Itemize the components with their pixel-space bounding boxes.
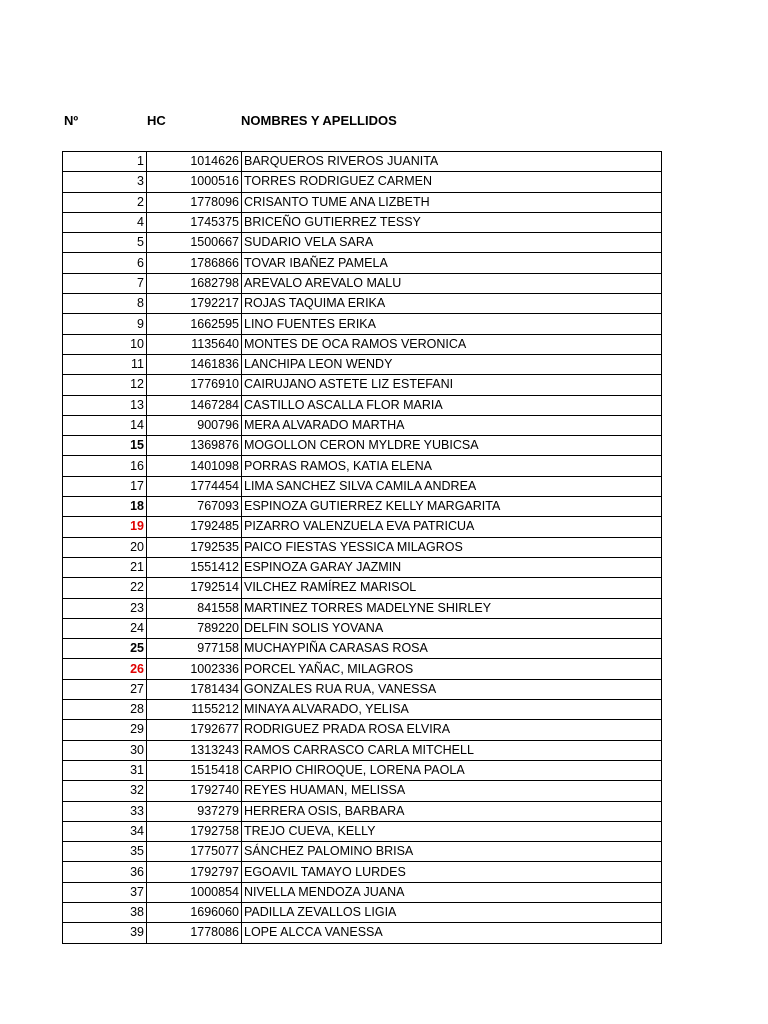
row-name-cell: LINO FUENTES ERIKA	[242, 314, 662, 334]
row-hc-cell: 1775077	[147, 842, 242, 862]
row-name-cell: TORRES RODRIGUEZ CARMEN	[242, 172, 662, 192]
row-number-cell: 12	[63, 375, 147, 395]
row-name-cell: AREVALO AREVALO MALU	[242, 273, 662, 293]
row-name-cell: PORRAS RAMOS, KATIA ELENA	[242, 456, 662, 476]
row-number-cell: 29	[63, 720, 147, 740]
row-number-cell: 9	[63, 314, 147, 334]
table-row	[63, 882, 662, 902]
table-row	[63, 720, 662, 740]
row-hc-cell: 1461836	[147, 354, 242, 374]
row-name-cell: PAICO FIESTAS YESSICA MILAGROS	[242, 537, 662, 557]
row-hc-cell: 1155212	[147, 700, 242, 720]
row-hc-cell: 1774454	[147, 476, 242, 496]
table-row	[63, 639, 662, 659]
row-hc-cell: 1135640	[147, 334, 242, 354]
row-number-cell: 35	[63, 842, 147, 862]
row-name-cell: MINAYA ALVARADO, YELISA	[242, 700, 662, 720]
row-name-cell: VILCHEZ RAMÍREZ MARISOL	[242, 578, 662, 598]
table-row	[63, 821, 662, 841]
row-name-cell: ROJAS TAQUIMA ERIKA	[242, 294, 662, 314]
row-name-cell: GONZALES RUA RUA, VANESSA	[242, 679, 662, 699]
row-hc-cell: 767093	[147, 497, 242, 517]
table-row	[63, 415, 662, 435]
row-number-cell: 24	[63, 618, 147, 638]
row-hc-cell: 1515418	[147, 760, 242, 780]
table-row	[63, 233, 662, 253]
table-row	[63, 294, 662, 314]
row-name-cell: TREJO CUEVA, KELLY	[242, 821, 662, 841]
table-row	[63, 842, 662, 862]
row-hc-cell: 937279	[147, 801, 242, 821]
row-number-cell: 36	[63, 862, 147, 882]
table-row	[63, 537, 662, 557]
row-name-cell: CARPIO CHIROQUE, LORENA PAOLA	[242, 760, 662, 780]
table-row	[63, 253, 662, 273]
row-name-cell: LIMA SANCHEZ SILVA CAMILA ANDREA	[242, 476, 662, 496]
patient-table-body	[63, 152, 662, 944]
row-hc-cell: 1778096	[147, 192, 242, 212]
row-hc-cell: 1662595	[147, 314, 242, 334]
row-name-cell: PADILLA ZEVALLOS LIGIA	[242, 902, 662, 922]
row-name-cell: SÁNCHEZ PALOMINO BRISA	[242, 842, 662, 862]
row-number-cell: 25	[63, 639, 147, 659]
row-hc-cell: 1792740	[147, 781, 242, 801]
row-hc-cell: 1696060	[147, 902, 242, 922]
row-hc-cell: 1000854	[147, 882, 242, 902]
row-number-cell: 30	[63, 740, 147, 760]
row-hc-cell: 1781434	[147, 679, 242, 699]
row-name-cell: ESPINOZA GUTIERREZ KELLY MARGARITA	[242, 497, 662, 517]
row-number-cell: 5	[63, 233, 147, 253]
row-number-cell: 16	[63, 456, 147, 476]
row-hc-cell: 1792217	[147, 294, 242, 314]
row-hc-cell: 1792758	[147, 821, 242, 841]
row-number-cell: 39	[63, 923, 147, 943]
row-hc-cell: 1000516	[147, 172, 242, 192]
table-row	[63, 801, 662, 821]
row-hc-cell: 1745375	[147, 212, 242, 232]
table-row	[63, 517, 662, 537]
row-name-cell: MERA ALVARADO MARTHA	[242, 415, 662, 435]
row-number-cell: 33	[63, 801, 147, 821]
row-number-cell: 8	[63, 294, 147, 314]
row-name-cell: MARTINEZ TORRES MADELYNE SHIRLEY	[242, 598, 662, 618]
row-name-cell: CASTILLO ASCALLA FLOR MARIA	[242, 395, 662, 415]
row-hc-cell: 1002336	[147, 659, 242, 679]
row-name-cell: MUCHAYPIÑA CARASAS ROSA	[242, 639, 662, 659]
row-number-cell: 15	[63, 436, 147, 456]
row-hc-cell: 900796	[147, 415, 242, 435]
table-row	[63, 598, 662, 618]
row-hc-cell: 1792677	[147, 720, 242, 740]
row-name-cell: DELFIN SOLIS YOVANA	[242, 618, 662, 638]
table-row	[63, 557, 662, 577]
table-row	[63, 618, 662, 638]
table-row	[63, 740, 662, 760]
row-name-cell: SUDARIO VELA SARA	[242, 233, 662, 253]
table-row	[63, 923, 662, 943]
row-hc-cell: 1369876	[147, 436, 242, 456]
row-hc-cell: 1776910	[147, 375, 242, 395]
row-hc-cell: 1313243	[147, 740, 242, 760]
table-row	[63, 212, 662, 232]
row-number-cell: 31	[63, 760, 147, 780]
row-name-cell: MOGOLLON CERON MYLDRE YUBICSA	[242, 436, 662, 456]
row-name-cell: LANCHIPA LEON WENDY	[242, 354, 662, 374]
row-hc-cell: 1467284	[147, 395, 242, 415]
row-number-cell: 3	[63, 172, 147, 192]
row-name-cell: PORCEL YAÑAC, MILAGROS	[242, 659, 662, 679]
row-name-cell: HERRERA OSIS, BARBARA	[242, 801, 662, 821]
row-name-cell: RAMOS CARRASCO CARLA MITCHELL	[242, 740, 662, 760]
table-row	[63, 436, 662, 456]
table-row	[63, 476, 662, 496]
table-row	[63, 902, 662, 922]
table-row	[63, 354, 662, 374]
row-number-cell: 37	[63, 882, 147, 902]
table-row	[63, 456, 662, 476]
row-number-cell: 20	[63, 537, 147, 557]
row-number-cell: 27	[63, 679, 147, 699]
row-number-cell: 14	[63, 415, 147, 435]
table-row	[63, 700, 662, 720]
row-number-cell: 22	[63, 578, 147, 598]
row-number-cell: 38	[63, 902, 147, 922]
row-name-cell: RODRIGUEZ PRADA ROSA ELVIRA	[242, 720, 662, 740]
row-hc-cell: 1500667	[147, 233, 242, 253]
row-number-cell: 1	[63, 152, 147, 172]
row-hc-cell: 1551412	[147, 557, 242, 577]
row-hc-cell: 1786866	[147, 253, 242, 273]
row-number-cell: 10	[63, 334, 147, 354]
row-number-cell: 7	[63, 273, 147, 293]
row-number-cell: 2	[63, 192, 147, 212]
row-name-cell: EGOAVIL TAMAYO LURDES	[242, 862, 662, 882]
row-number-cell: 18	[63, 497, 147, 517]
row-hc-cell: 1014626	[147, 152, 242, 172]
table-row	[63, 273, 662, 293]
table-row	[63, 172, 662, 192]
patient-table	[62, 151, 662, 944]
column-header-names: NOMBRES Y APELLIDOS	[241, 113, 397, 128]
row-number-cell: 28	[63, 700, 147, 720]
table-row	[63, 862, 662, 882]
row-name-cell: ESPINOZA GARAY JAZMIN	[242, 557, 662, 577]
row-name-cell: CAIRUJANO ASTETE LIZ ESTEFANI	[242, 375, 662, 395]
row-number-cell: 13	[63, 395, 147, 415]
table-row	[63, 578, 662, 598]
row-name-cell: LOPE ALCCA VANESSA	[242, 923, 662, 943]
row-number-cell: 17	[63, 476, 147, 496]
row-hc-cell: 1792797	[147, 862, 242, 882]
row-hc-cell: 1778086	[147, 923, 242, 943]
row-number-cell: 19	[63, 517, 147, 537]
table-row	[63, 781, 662, 801]
table-row	[63, 192, 662, 212]
row-hc-cell: 977158	[147, 639, 242, 659]
row-name-cell: TOVAR IBAÑEZ PAMELA	[242, 253, 662, 273]
row-number-cell: 4	[63, 212, 147, 232]
table-row	[63, 314, 662, 334]
row-name-cell: BARQUEROS RIVEROS JUANITA	[242, 152, 662, 172]
row-name-cell: BRICEÑO GUTIERREZ TESSY	[242, 212, 662, 232]
row-number-cell: 11	[63, 354, 147, 374]
row-number-cell: 21	[63, 557, 147, 577]
row-name-cell: NIVELLA MENDOZA JUANA	[242, 882, 662, 902]
column-header-hc: HC	[147, 113, 166, 128]
row-hc-cell: 1401098	[147, 456, 242, 476]
table-row	[63, 334, 662, 354]
row-name-cell: MONTES DE OCA RAMOS VERONICA	[242, 334, 662, 354]
table-row	[63, 760, 662, 780]
table-row	[63, 679, 662, 699]
table-row	[63, 152, 662, 172]
table-row	[63, 395, 662, 415]
row-name-cell: CRISANTO TUME ANA LIZBETH	[242, 192, 662, 212]
row-hc-cell: 1792485	[147, 517, 242, 537]
row-number-cell: 26	[63, 659, 147, 679]
row-name-cell: PIZARRO VALENZUELA EVA PATRICUA	[242, 517, 662, 537]
row-number-cell: 6	[63, 253, 147, 273]
row-hc-cell: 841558	[147, 598, 242, 618]
row-hc-cell: 1682798	[147, 273, 242, 293]
row-number-cell: 32	[63, 781, 147, 801]
table-row	[63, 375, 662, 395]
table-row	[63, 497, 662, 517]
table-row	[63, 659, 662, 679]
column-header-number: Nº	[64, 113, 79, 128]
row-hc-cell: 789220	[147, 618, 242, 638]
row-number-cell: 23	[63, 598, 147, 618]
row-name-cell: REYES HUAMAN, MELISSA	[242, 781, 662, 801]
row-number-cell: 34	[63, 821, 147, 841]
row-hc-cell: 1792535	[147, 537, 242, 557]
row-hc-cell: 1792514	[147, 578, 242, 598]
